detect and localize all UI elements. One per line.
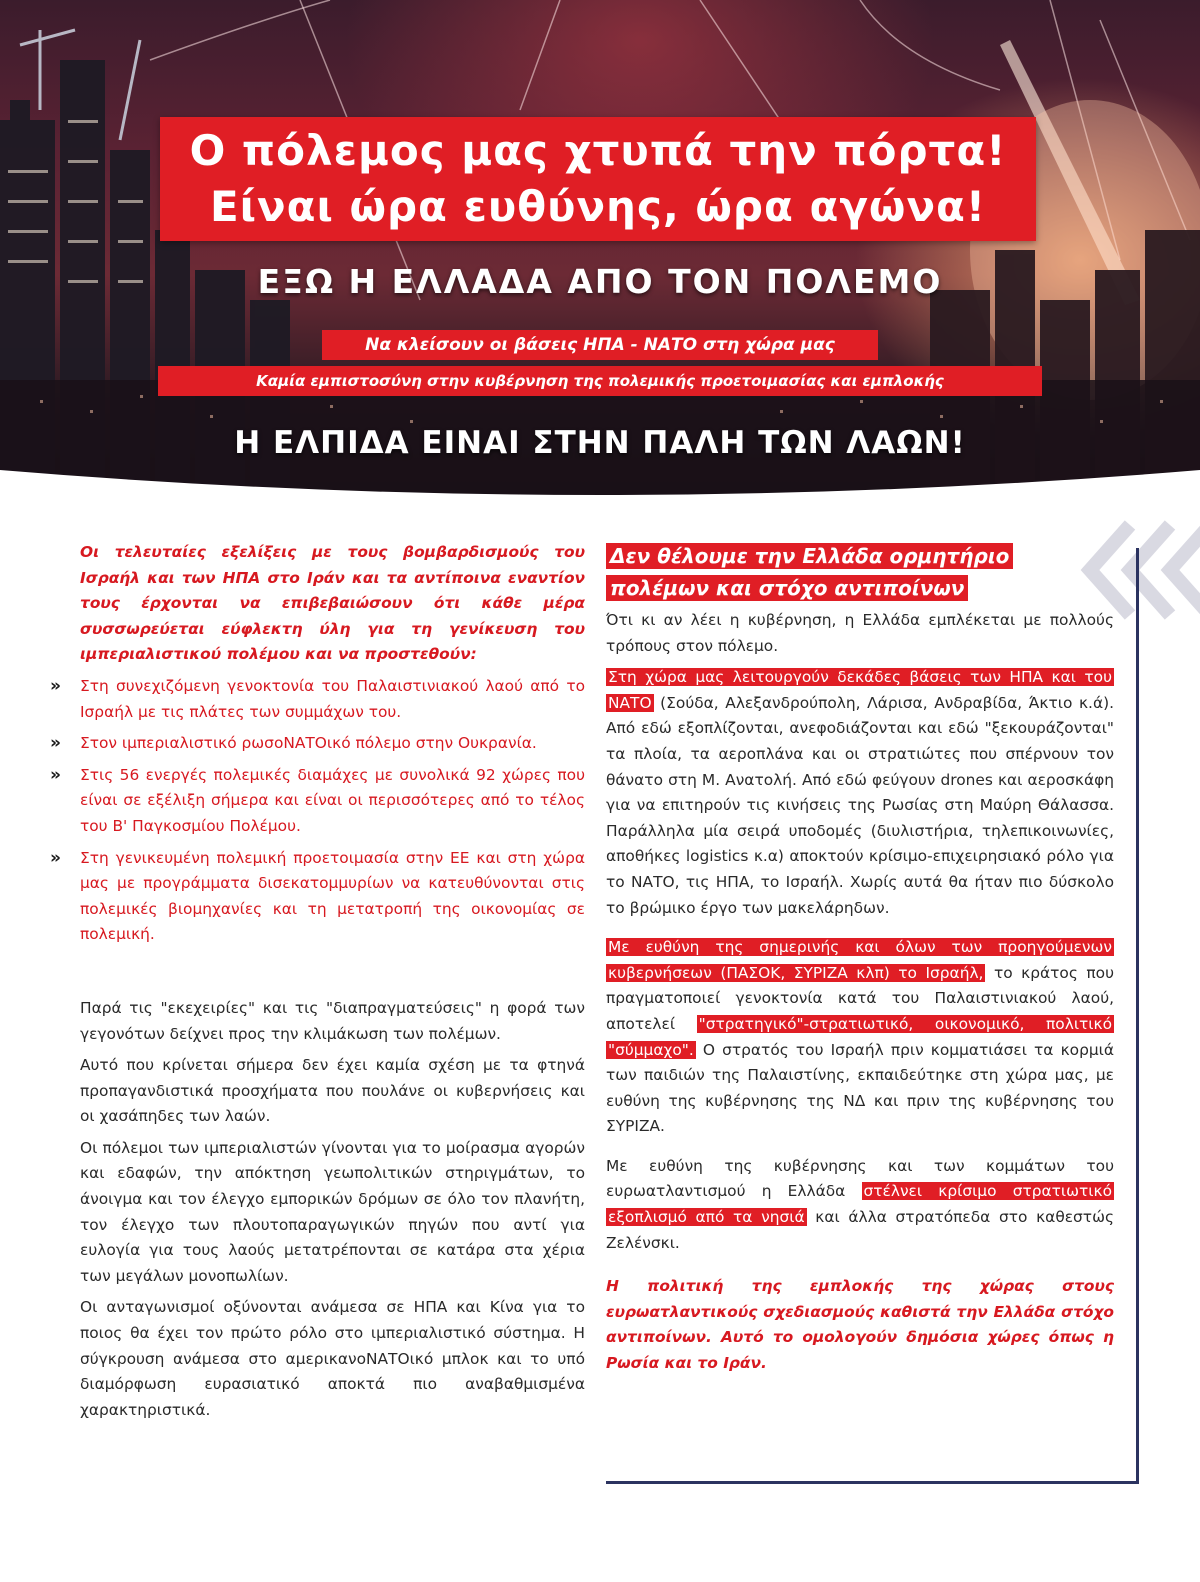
bullet-list (50, 674, 585, 948)
body-paragraph (606, 935, 1114, 1140)
closing-paragraph: Η πολιτική της εμπλοκής της χώρας στους ευρωατλαντικούς σχεδιασμούς καθιστά την Ελλάδα στόχο αντιποίνων. Αυτό το ομολογούν δημόσια χώρες όπως η Ρωσία και το Ιράν. (606, 1277, 1114, 1373)
bullet-text: Στον ιμπεριαλιστικό ρωσοΝΑΤΟικό πόλεμο στην Ουκρανία. (80, 734, 537, 753)
hero-banner (0, 0, 1200, 500)
double-chevron-icon: » (50, 764, 61, 785)
bullet-text: Στη γενικευμένη πολεμική προετοιμασία στην ΕΕ και στη χώρα μας με προγράμματα δισεκατομμυρίων να κατευθύνονται στις πολεμικές βιομηχανίες και τη μετατροπή της οικονομίας σε πολεμική. (80, 848, 585, 944)
double-chevron-icon: » (50, 847, 61, 868)
highlight-governments: Με ευθύνη της σημερινής και όλων των προηγούμενων κυβερνήσεων (ΠΑΣΟΚ, ΣΥΡΙΖΑ κλπ) το Ισραήλ, (608, 938, 1112, 982)
highlight-equipment: στέλνει κρίσιμο στρατιωτικό εξοπλισμό από τα νησιά (608, 1182, 1112, 1227)
list-item (50, 731, 585, 757)
headline-line-1: Ο πόλεμος μας χτυπά την πόρτα! (189, 126, 1007, 175)
frame-border-vertical (1136, 548, 1139, 1484)
paragraph-text: (Σούδα, Αλεξανδρούπολη, Λάρισα, Ανδραβίδα, Άκτιο κ.ά). Από εδώ εξοπλίζονται, ανεφοδιάζονται και εδώ "ξεκουράζονται" τα πλοία, τα αεροπλάνα και οι στρατιώτες που σπέρνουν τον θάνατο στη Μ. Ανατολή. Από εδώ φεύγουν drones και αεροσκάφη για να επιτηρούν τις κινήσεις της Ρωσίας στη Μαύρη Θάλασσα. Παράλληλα μία σειρά υποδομές (διυλιστήρια, τηλεπικοινωνίες, αποθήκες logistics κ.α) αποκτούν κρίσιμο-επιχειρησιακό ρόλο για το ΝΑΤΟ, τις ΗΠΑ, το Ισραήλ. Χωρίς αυτά θα ήταν πιο δύσκολο το βρώμικο έργο των μακελάρηδων. (606, 693, 1114, 917)
bullet-text: Στη συνεχιζόμενη γενοκτονία του Παλαιστινιακού λαού από το Ισραήλ με τις πλάτες των συμμάχων του. (80, 676, 585, 721)
headline-box (160, 117, 1036, 241)
body-paragraph (606, 665, 1114, 921)
list-item (50, 846, 585, 948)
body-paragraph: Οι ανταγωνισμοί οξύνονται ανάμεσα σε ΗΠΑ και Κίνα για το ποιος θα έχει τον πρώτο ρόλο στο ιμπεριαλιστικό σύστημα. Η σύγκρουση ανάμεσα στο αμερικανοΝΑΤΟικό μπλοκ και το υπό διαμόρφωση ευρασιατικό αποκτά πιο αναβαθμισμένα χαρακτηριστικά. (80, 1298, 585, 1419)
body-paragraph: Οι πόλεμοι των ιμπεριαλιστών γίνονται για το μοίρασμα αγορών και εδαφών, την απόκτηση γεωπολιτικών στηριγμάτων, το άνοιγμα και τον έλεγχο εμπορικών δρόμων σε όλο τον πλανήτη, τον έλεγχο των πλουτοπαραγωγικών πηγών που αντί για ευλογία για τους λαούς μετατρέπονται σε κατάρα στα χέρια των μεγάλων μονοπωλίων. (80, 1138, 585, 1285)
slogan: Η ΕΛΠΙΔΑ ΕΙΝΑΙ ΣΤΗΝ ΠΑΛΗ ΤΩΝ ΛΑΩΝ! (234, 425, 966, 461)
frame-border-horizontal (606, 1481, 1139, 1484)
paragraph-text: το κράτος που πραγματοποιεί γενοκτονία κατά του Παλαιστινιακού λαού, αποτελεί (606, 963, 1114, 1033)
list-item (50, 674, 585, 725)
paragraph-text: Ο στρατός του Ισραήλ πριν κομματιάσει τα κορμιά των παιδιών της Παλαιστίνης, εκπαιδεύτηκε στη χώρα μας, με ευθύνη της κυβέρνησης της ΝΔ και πριν της κυβέρνησης του ΣΥΡΙΖΑ. (606, 1040, 1114, 1136)
body-paragraph: Ότι κι αν λέει η κυβέρνηση, η Ελλάδα εμπλέκεται με πολλούς τρόπους στον πόλεμο. (606, 611, 1114, 655)
left-column (50, 540, 585, 1429)
demand-strip-government: Καμία εμπιστοσύνη στην κυβέρνηση της πολεμικής προετοιμασίας και εμπλοκής (158, 366, 1042, 396)
section-heading (606, 540, 1036, 604)
bullet-text: Στις 56 ενεργές πολεμικές διαμάχες με συνολικά 92 χώρες που είναι σε εξέλιξη σήμερα και είναι οι περισσότερες από το τέλος του Β' Παγκοσμίου Πολέμου. (80, 765, 585, 835)
body-paragraph: Παρά τις "εκεχειρίες" και τις "διαπραγματεύσεις" η φορά των γεγονότων δείχνει προς την κλιμάκωση των πολέμων. (80, 998, 585, 1043)
double-chevron-icon: » (50, 733, 61, 754)
list-item (50, 763, 585, 840)
highlight-ally: "στρατηγικό"-στρατιωτικό, οικονομικό, πολιτικό "σύμμαχο". (608, 1014, 1112, 1059)
body-paragraph: Αυτό που κρίνεται σήμερα δεν έχει καμία σχέση με τα φτηνά προπαγανδιστικά προσχήματα που πουλάνε οι κυβερνήσεις και οι χασάπηδες των λαών. (80, 1056, 585, 1126)
demand-strip-bases: Να κλείσουν οι βάσεις ΗΠΑ - ΝΑΤΟ στη χώρα μας (322, 330, 878, 360)
double-chevron-icon: » (50, 675, 61, 696)
subtitle: ΕΞΩ Η ΕΛΛΑΔΑ ΑΠΟ ΤΟΝ ΠΟΛΕΜΟ (257, 262, 943, 301)
body-paragraph (606, 1154, 1114, 1256)
lead-paragraph: Οι τελευταίες εξελίξεις με τους βομβαρδισμούς του Ισραήλ και των ΗΠΑ στο Ιράν και τα αντίποινα εναντίον τους έρχονται να επιβεβαιώσουν ότι κάθε μέρα συσσωρεύεται εύφλεκτη ύλη για τη γενίκευση του ιμπεριαλιστικού πολέμου και να προστεθούν: (80, 543, 585, 664)
highlight-bases: Στη χώρα μας λειτουργούν δεκάδες βάσεις των ΗΠΑ και του ΝΑΤΟ (608, 668, 1112, 712)
right-column (606, 540, 1114, 1377)
paragraph-text: και άλλα στρατόπεδα στο καθεστώς Ζελένσκι. (606, 1208, 1114, 1252)
section-heading-text: Δεν θέλουμε την Ελλάδα ορμητήριο πολέμων και στόχο αντιποίνων (606, 543, 1013, 601)
paragraph-text: Με ευθύνη της κυβέρνησης και των κομμάτων του ευρωατλαντισμού η Ελλάδα (606, 1156, 1114, 1201)
headline-line-2: Είναι ώρα ευθύνης, ώρα αγώνα! (209, 182, 987, 231)
